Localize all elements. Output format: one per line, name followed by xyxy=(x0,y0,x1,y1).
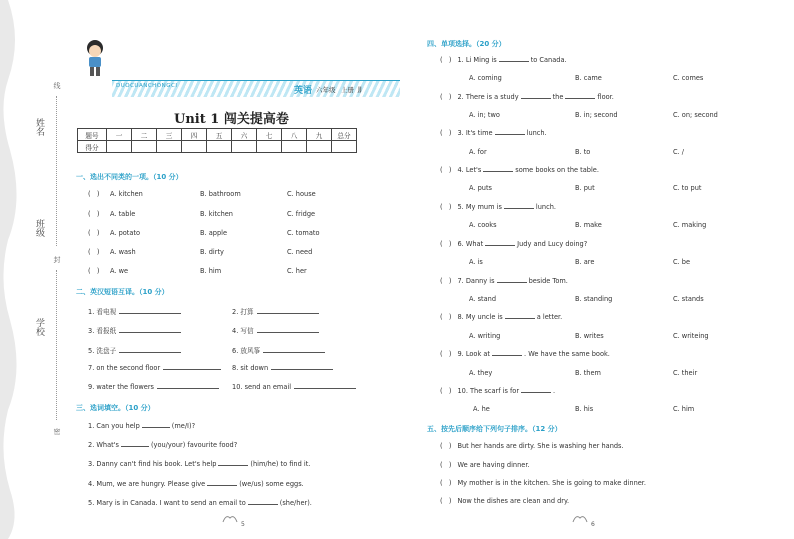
phrase-text: 1. 看电视 xyxy=(88,308,117,316)
answer-blank[interactable] xyxy=(119,332,181,333)
answer-blank[interactable] xyxy=(119,313,181,314)
answer-paren[interactable]: ( ) xyxy=(440,387,452,395)
question-text: 7. Danny is xyxy=(457,277,495,285)
option-b: B. them xyxy=(575,369,601,377)
question-text: . xyxy=(553,387,556,395)
phrase-text: 2. 打算 xyxy=(232,308,254,316)
option-a: A. writing xyxy=(469,332,501,340)
page-number-left: 5 xyxy=(241,521,245,528)
score-cell: 得分 xyxy=(78,141,107,153)
binding-line xyxy=(56,96,57,246)
option-b: B. writes xyxy=(575,332,604,340)
sentence-text: 3. Danny can't find his book. Let's help xyxy=(88,460,217,468)
question-text: 3. It's time xyxy=(457,129,493,137)
name-label: 姓名 xyxy=(34,118,44,136)
sentence-text: We are having dinner. xyxy=(457,461,530,469)
option-b: B. bathroom xyxy=(200,190,241,198)
option-a: A. wash xyxy=(110,248,136,256)
answer-paren[interactable]: ( ) xyxy=(440,350,452,358)
answer-paren[interactable]: ( ) xyxy=(88,210,100,218)
question-text: 5. My mum is xyxy=(457,203,502,211)
answer-blank xyxy=(499,61,529,62)
score-input[interactable] xyxy=(132,141,157,153)
page-number-right: 6 xyxy=(591,521,595,528)
question-text: 6. What xyxy=(457,240,484,248)
section4-heading: 四、单项选择。（20 分） xyxy=(427,40,506,48)
answer-paren[interactable]: ( ) xyxy=(440,461,452,469)
answer-blank xyxy=(521,98,551,99)
score-cell: 一 xyxy=(107,129,132,141)
option-c: C. fridge xyxy=(287,210,316,218)
phrase-text: 7. on the second floor xyxy=(88,364,161,372)
answer-blank[interactable] xyxy=(142,427,170,428)
question-line xyxy=(440,129,547,137)
option-a: A. table xyxy=(110,210,136,218)
class-label: 班级 xyxy=(34,219,44,237)
question-line xyxy=(440,350,610,358)
answer-paren[interactable]: ( ) xyxy=(440,129,452,137)
section5-heading: 五、按先后顺序给下列句子排序。（12 分） xyxy=(427,425,562,433)
phrase-text: 6. 放风筝 xyxy=(232,347,261,355)
option-a: A. coming xyxy=(469,74,502,82)
phrase-item xyxy=(88,364,221,372)
section2-heading: 二、英汉短语互译。（10 分） xyxy=(76,288,169,296)
answer-blank xyxy=(497,282,527,283)
answer-blank[interactable] xyxy=(257,313,319,314)
question-text: 8. My uncle is xyxy=(457,313,503,321)
score-cell: 七 xyxy=(257,129,282,141)
order-item xyxy=(440,497,569,505)
answer-blank[interactable] xyxy=(257,332,319,333)
section3-heading: 三、选词填空。（10 分） xyxy=(76,404,155,412)
score-cell: 二 xyxy=(132,129,157,141)
option-a: A. we xyxy=(110,267,129,275)
score-input[interactable] xyxy=(307,141,332,153)
question-line xyxy=(440,240,587,248)
sentence-text: 5. Mary is in Canada. I want to send an email to xyxy=(88,499,246,507)
option-c: C. their xyxy=(673,369,698,377)
page-deco-icon xyxy=(572,513,588,525)
fill-item xyxy=(88,422,195,430)
sentence-text: (you/your) favourite food? xyxy=(150,441,238,449)
option-c: C. writeing xyxy=(673,332,709,340)
option-c: C. making xyxy=(673,221,707,229)
score-input[interactable] xyxy=(107,141,132,153)
answer-blank[interactable] xyxy=(157,388,219,389)
option-a: A. stand xyxy=(469,295,497,303)
page-title: Unit 1 闯关提高卷 xyxy=(174,112,289,127)
phrase-text: 10. send an email xyxy=(232,383,292,391)
score-input[interactable] xyxy=(157,141,182,153)
binding-wave xyxy=(0,0,26,539)
subject-label: 英语 xyxy=(294,86,313,96)
fill-item xyxy=(88,460,310,468)
banner-pinyin: DUOCUANCHONGCI xyxy=(116,83,178,89)
answer-paren[interactable]: ( ) xyxy=(88,267,100,275)
boy-mascot-icon xyxy=(82,38,108,80)
score-cell: 六 xyxy=(232,129,257,141)
phrase-item xyxy=(232,345,325,355)
seal-label: 封 xyxy=(53,256,61,263)
option-a: A. potato xyxy=(110,229,141,237)
question-line xyxy=(440,56,567,64)
score-cell: 三 xyxy=(157,129,182,141)
sentence-text: (we/us) some eggs. xyxy=(239,480,304,488)
option-a: A. they xyxy=(469,369,493,377)
question-text: . We have the same book. xyxy=(524,350,610,358)
order-item xyxy=(440,461,530,469)
answer-blank xyxy=(483,171,513,172)
option-b: B. apple xyxy=(200,229,228,237)
score-table xyxy=(77,128,357,153)
phrase-item xyxy=(88,325,181,335)
section1-heading: 一、选出不同类的一项。（10 分） xyxy=(76,173,183,181)
sentence-text: My mother is in the kitchen. She is going to make dinner. xyxy=(457,479,647,487)
answer-blank xyxy=(565,98,595,99)
score-input[interactable] xyxy=(207,141,232,153)
answer-blank[interactable] xyxy=(119,352,181,353)
grade-label: 六年级 xyxy=(316,86,336,94)
fill-item xyxy=(88,480,304,488)
answer-paren[interactable]: ( ) xyxy=(88,190,100,198)
fill-item xyxy=(88,441,237,449)
option-c: C. comes xyxy=(673,74,704,82)
sentence-text: (him/he) to find it. xyxy=(250,460,311,468)
question-text: Judy and Lucy doing? xyxy=(517,240,588,248)
phrase-item xyxy=(232,306,319,316)
option-c: C. stands xyxy=(673,295,704,303)
answer-blank xyxy=(505,318,535,319)
phrase-text: 9. water the flowers xyxy=(88,383,154,391)
question-text: the xyxy=(552,93,564,101)
score-cell: 八 xyxy=(282,129,307,141)
option-c: C. / xyxy=(673,148,685,156)
secret-label: 密 xyxy=(53,428,61,435)
answer-blank xyxy=(495,134,525,135)
phrase-item xyxy=(232,325,319,335)
answer-blank[interactable] xyxy=(263,352,325,353)
answer-paren[interactable]: ( ) xyxy=(440,277,452,285)
answer-blank[interactable] xyxy=(271,369,333,370)
phrase-text: 5. 洗盘子 xyxy=(88,347,117,355)
answer-blank xyxy=(492,355,522,356)
question-text: to Canada. xyxy=(530,56,567,64)
phrase-item xyxy=(232,364,333,372)
score-cell: 总分 xyxy=(332,129,357,141)
sentence-text: (she/her). xyxy=(279,499,312,507)
score-input[interactable] xyxy=(182,141,207,153)
sentence-text: 1. Can you help xyxy=(88,422,140,430)
answer-blank[interactable] xyxy=(248,504,278,505)
option-c: C. tomato xyxy=(287,229,320,237)
option-c: C. be xyxy=(673,258,691,266)
phrase-text: 4. 写信 xyxy=(232,327,254,335)
answer-paren[interactable]: ( ) xyxy=(440,479,452,487)
score-cell: 五 xyxy=(207,129,232,141)
option-a: A. is xyxy=(469,258,483,266)
sentence-text: Now the dishes are clean and dry. xyxy=(457,497,570,505)
phrase-item xyxy=(88,383,219,391)
phrase-text: 3. 看报纸 xyxy=(88,327,117,335)
answer-paren[interactable]: ( ) xyxy=(440,313,452,321)
edition-label: JJ xyxy=(358,85,362,93)
seal-line-label: 线 xyxy=(53,82,61,89)
question-text: a letter. xyxy=(536,313,563,321)
answer-blank[interactable] xyxy=(218,465,248,466)
option-a: A. for xyxy=(469,148,487,156)
option-a: A. cooks xyxy=(469,221,497,229)
question-line xyxy=(440,313,562,321)
question-text: 9. Look at xyxy=(457,350,490,358)
answer-blank[interactable] xyxy=(121,446,149,447)
question-text: 1. Li Ming is xyxy=(457,56,497,64)
option-b: B. dirty xyxy=(200,248,224,256)
option-a: A. kitchen xyxy=(110,190,143,198)
score-cell: 九 xyxy=(307,129,332,141)
answer-blank xyxy=(485,245,515,246)
option-b: B. came xyxy=(575,74,602,82)
phrase-text: 8. sit down xyxy=(232,364,269,372)
option-b: B. his xyxy=(575,405,594,413)
score-cell: 四 xyxy=(182,129,207,141)
option-b: B. him xyxy=(200,267,222,275)
question-line xyxy=(440,93,614,101)
sentence-text: 2. What's xyxy=(88,441,119,449)
option-b: B. to xyxy=(575,148,591,156)
phrase-item xyxy=(88,345,181,355)
order-item xyxy=(440,479,646,487)
option-a: A. puts xyxy=(469,184,492,192)
answer-blank[interactable] xyxy=(163,369,221,370)
option-c: C. house xyxy=(287,190,316,198)
question-text: floor. xyxy=(597,93,614,101)
answer-paren[interactable]: ( ) xyxy=(440,93,452,101)
option-c: C. on; second xyxy=(673,111,718,119)
option-b: B. in; second xyxy=(575,111,618,119)
answer-blank xyxy=(504,208,534,209)
option-c: C. him xyxy=(673,405,695,413)
option-b: B. make xyxy=(575,221,602,229)
answer-paren[interactable]: ( ) xyxy=(88,248,100,256)
option-a: A. he xyxy=(473,405,490,413)
page-deco-icon xyxy=(222,513,238,525)
answer-paren[interactable]: ( ) xyxy=(440,442,452,450)
answer-paren[interactable]: ( ) xyxy=(440,497,452,505)
score-input[interactable] xyxy=(257,141,282,153)
option-a: A. in; two xyxy=(469,111,500,119)
answer-paren[interactable]: ( ) xyxy=(440,203,452,211)
question-text: 2. There is a study xyxy=(457,93,519,101)
banner-line xyxy=(112,80,400,81)
score-input[interactable] xyxy=(232,141,257,153)
phrase-item xyxy=(88,306,181,316)
question-text: beside Tom. xyxy=(528,277,568,285)
option-b: B. put xyxy=(575,184,595,192)
order-item xyxy=(440,442,624,450)
question-text: lunch. xyxy=(526,129,547,137)
phrase-item xyxy=(232,383,356,391)
term-label: 上册 xyxy=(341,86,354,94)
question-text: lunch. xyxy=(535,203,556,211)
answer-paren[interactable]: ( ) xyxy=(440,56,452,64)
question-line xyxy=(440,387,555,395)
answer-blank[interactable] xyxy=(207,485,237,486)
answer-paren[interactable]: ( ) xyxy=(440,240,452,248)
score-input[interactable] xyxy=(282,141,307,153)
sentence-text: (me/I)? xyxy=(171,422,196,430)
sentence-text: But her hands are dirty. She is washing her hands. xyxy=(457,442,624,450)
answer-blank[interactable] xyxy=(294,388,356,389)
answer-blank xyxy=(521,392,551,393)
option-b: B. are xyxy=(575,258,595,266)
option-c: C. her xyxy=(287,267,307,275)
question-text: 10. The scarf is for xyxy=(457,387,520,395)
question-line xyxy=(440,203,556,211)
question-text: 4. Let's xyxy=(457,166,482,174)
answer-paren[interactable]: ( ) xyxy=(88,229,100,237)
fill-item xyxy=(88,499,312,507)
school-label: 学校 xyxy=(34,318,44,336)
question-line xyxy=(440,166,599,174)
question-line xyxy=(440,277,568,285)
option-c: C. to put xyxy=(673,184,702,192)
score-cell: 题号 xyxy=(78,129,107,141)
binding-line xyxy=(56,270,57,420)
score-input[interactable] xyxy=(332,141,357,153)
answer-paren[interactable]: ( ) xyxy=(440,166,452,174)
option-c: C. need xyxy=(287,248,313,256)
option-b: B. standing xyxy=(575,295,613,303)
question-text: some books on the table. xyxy=(515,166,599,174)
sentence-text: 4. Mum, we are hungry. Please give xyxy=(88,480,206,488)
option-b: B. kitchen xyxy=(200,210,233,218)
